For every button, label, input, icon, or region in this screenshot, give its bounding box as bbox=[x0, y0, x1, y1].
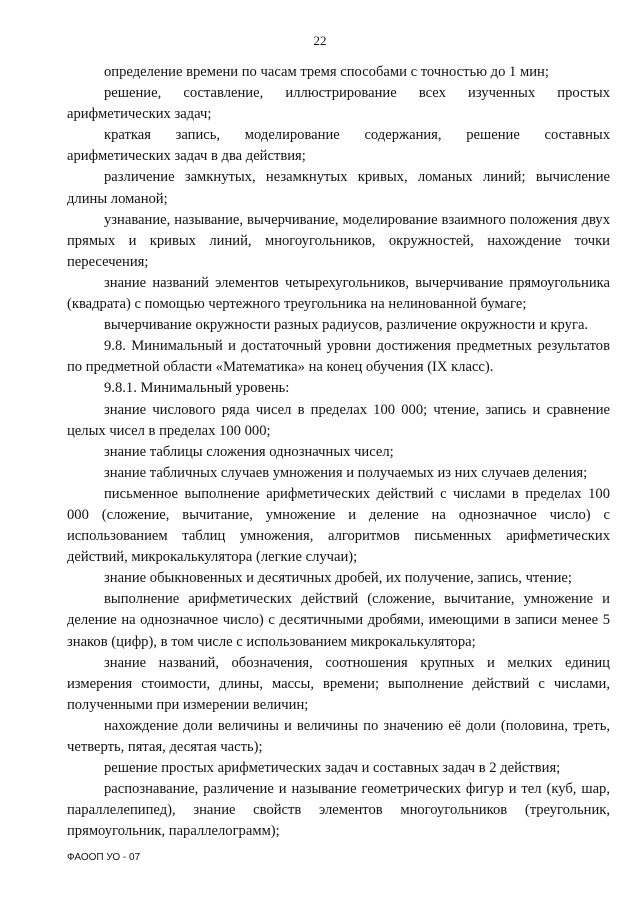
page-number: 22 bbox=[313, 33, 327, 48]
document-body bbox=[67, 62, 610, 842]
paragraph: знание таблицы сложения однозначных чисел; bbox=[104, 443, 394, 460]
paragraph: распознавание, различение и называние геометрических фигур и тел (куб, шар, параллелепипед), знание свойств элементов многоугольников (треугольник, прямоугольник, параллелограмм); bbox=[67, 781, 610, 840]
paragraph: знание обыкновенных и десятичных дробей, их получение, запись, чтение; bbox=[104, 570, 572, 587]
subsection-heading: 9.8.1. Минимальный уровень: bbox=[104, 380, 290, 397]
paragraph: знание названий элементов четырехугольников, вычерчивание прямоугольника (квадрата) с помощью чертежного треугольника на нелинованной бумаге; bbox=[67, 274, 610, 313]
paragraph: знание числового ряда чисел в пределах 100 000; чтение, запись и сравнение целых чисел в пределах 100 000; bbox=[67, 401, 610, 439]
paragraph: знание табличных случаев умножения и получаемых из них случаев деления; bbox=[104, 464, 588, 481]
paragraph: решение, составление, иллюстрирование всех изученных простых арифметических задач; bbox=[67, 85, 610, 123]
footer-code: ФАООП УО - 07 bbox=[67, 852, 141, 863]
paragraph: краткая запись, моделирование содержания, решение составных арифметических задач в два действия; bbox=[67, 127, 610, 165]
paragraph: знание названий, обозначения, соотношения крупных и мелких единиц измерения стоимости, длины, массы, времени; выполнение действий с числами, полученными при измерении величин; bbox=[67, 654, 610, 713]
paragraph: узнавание, называние, вычерчивание, моделирование взаимного положения двух прямых и кривых линий, многоугольников, окружностей, нахождение точки пересечения; bbox=[67, 211, 610, 270]
paragraph: определение времени по часам тремя способами с точностью до 1 мин; bbox=[104, 64, 549, 80]
paragraph: различение замкнутых, незамкнутых кривых, ломаных линий; вычисление длины ломаной; bbox=[67, 169, 610, 207]
paragraph: выполнение арифметических действий (сложение, вычитание, умножение и деление на однозначное число) с десятичными дробями, имеющими в записи менее 5 знаков (цифр), в том числе с использованием микрокалькулятора; bbox=[67, 591, 610, 650]
paragraph: нахождение доли величины и величины по значению её доли (половина, треть, четверть, пятая, десятая часть); bbox=[67, 717, 610, 755]
paragraph: вычерчивание окружности разных радиусов, различение окружности и круга. bbox=[104, 317, 589, 334]
section-heading: 9.8. Минимальный и достаточный уровни достижения предметных результатов по предметной области «Математика» на конец обучения (IX класс). bbox=[67, 338, 610, 376]
paragraph: решение простых арифметических задач и составных задач в 2 действия; bbox=[104, 760, 561, 777]
paragraph: письменное выполнение арифметических действий с числами в пределах 100 000 (сложение, вычитание, умножение и деление на однозначное число) с использованием таблиц умножения, алгоритмов письменных арифметических действий, микрокалькулятора (легкие случаи); bbox=[67, 485, 610, 566]
